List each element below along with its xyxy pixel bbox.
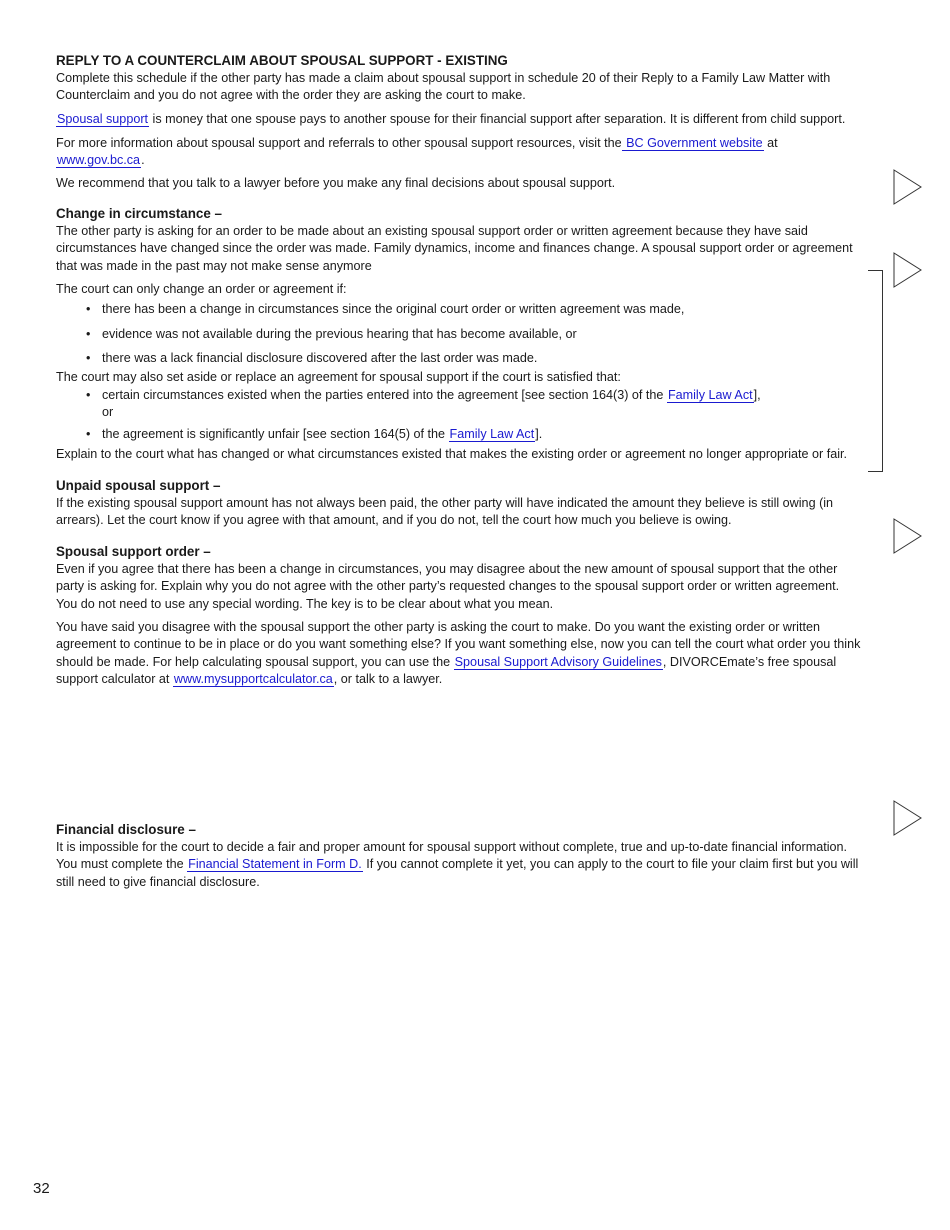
- change-paragraph: The other party is asking for an order to be made about an existing spousal support order or written agreement because they have said circumstances have changed since the order was made. Family dynamics, income and finances change. A spousal support order or agreement that was made in the past may not make sense anymore: [56, 224, 853, 273]
- expand-arrow-icon[interactable]: [893, 169, 923, 205]
- financial-paragraph: It is impossible for the court to decide a fair and proper amount for spousal support without complete, true and up-to-date financial information. You must complete the Financial Statement in Form D. If you cannot complete it yet, you can apply to the court to file your claim first but you will still need to give financial disclosure.: [56, 840, 859, 889]
- family-law-act-link[interactable]: Family Law Act: [667, 388, 753, 402]
- recommend-paragraph: We recommend that you talk to a lawyer before you make any final decisions about spousal support.: [56, 176, 616, 190]
- definition-paragraph: Spousal support is money that one spouse pays to another spouse for their financial support after separation. It is different from child support.: [57, 112, 846, 126]
- explain-paragraph: Explain to the court what has changed or what circumstances existed that makes the existing order or agreement no longer appropriate or fair.: [56, 447, 848, 461]
- expand-arrow-icon[interactable]: [893, 800, 923, 836]
- mysupportcalculator-link[interactable]: www.mysupportcalculator.ca: [173, 672, 333, 687]
- order-heading: Spousal support order –: [56, 544, 211, 559]
- spousal-support-link[interactable]: Spousal support: [57, 112, 149, 126]
- order-paragraph-1: Even if you agree that there has been a change in circumstances, you may disagree about the new amount of spousal support that the other party is asking for. Explain why you do not agree with the other party’s requested changes to the spousal support order or written agreement. You do not need to use any special wording. The key is to be clear about what you mean.: [56, 562, 840, 611]
- gov-bc-ca-link[interactable]: www.gov.bc.ca: [57, 153, 141, 168]
- expand-arrow-icon[interactable]: [893, 518, 923, 554]
- change-lead: The court can only change an order or agreement if:: [56, 282, 347, 296]
- unpaid-paragraph: If the existing spousal support amount has not always been paid, the other party will have indicated the amount they believe is still owing (in arrears). Let the court know if you agree with that amount, and if you do not, tell the court how much you believe is owing.: [56, 496, 834, 528]
- order-paragraph-2: You have said you disagree with the spousal support the other party is asking the court to make. Do you want the existing order or written agreement to continue to be in place or do you want something else? If you want something else, now you can tell the court what order you think should be made. For help calculating spousal support, you can use the Spousal Support Advisory Guidelines, DIVORCEmate’s free spousal support calculator at www.mysupportcalculator.ca, or talk to a lawyer.: [56, 620, 861, 687]
- expand-arrow-icon[interactable]: [893, 252, 923, 288]
- intro-paragraph: Complete this schedule if the other party has made a claim about spousal support in schedule 20 of their Reply to a Family Law Matter with Counterclaim and you do not agree with the order they are asking the court to make.: [56, 71, 831, 103]
- change-lead2: The court may also set aside or replace an agreement for spousal support if the court is satisfied that:: [56, 370, 621, 384]
- advisory-guidelines-link[interactable]: Spousal Support Advisory Guidelines: [454, 654, 662, 669]
- financial-statement-link[interactable]: Financial Statement in Form D.: [188, 857, 362, 872]
- page-title: REPLY TO A COUNTERCLAIM ABOUT SPOUSAL SUPPORT - EXISTING: [56, 53, 508, 68]
- financial-heading: Financial disclosure –: [56, 822, 196, 837]
- unpaid-heading: Unpaid spousal support –: [56, 478, 221, 493]
- info-paragraph: For more information about spousal support and referrals to other spousal support resources, visit the BC Government website at www.gov.bc.ca.: [56, 136, 778, 168]
- page-number: 32: [33, 1180, 50, 1197]
- section-bracket: [868, 270, 883, 472]
- change-heading: Change in circumstance –: [56, 206, 222, 221]
- family-law-act-link[interactable]: Family Law Act: [449, 427, 535, 441]
- bc-government-link[interactable]: BC Government website: [622, 136, 763, 150]
